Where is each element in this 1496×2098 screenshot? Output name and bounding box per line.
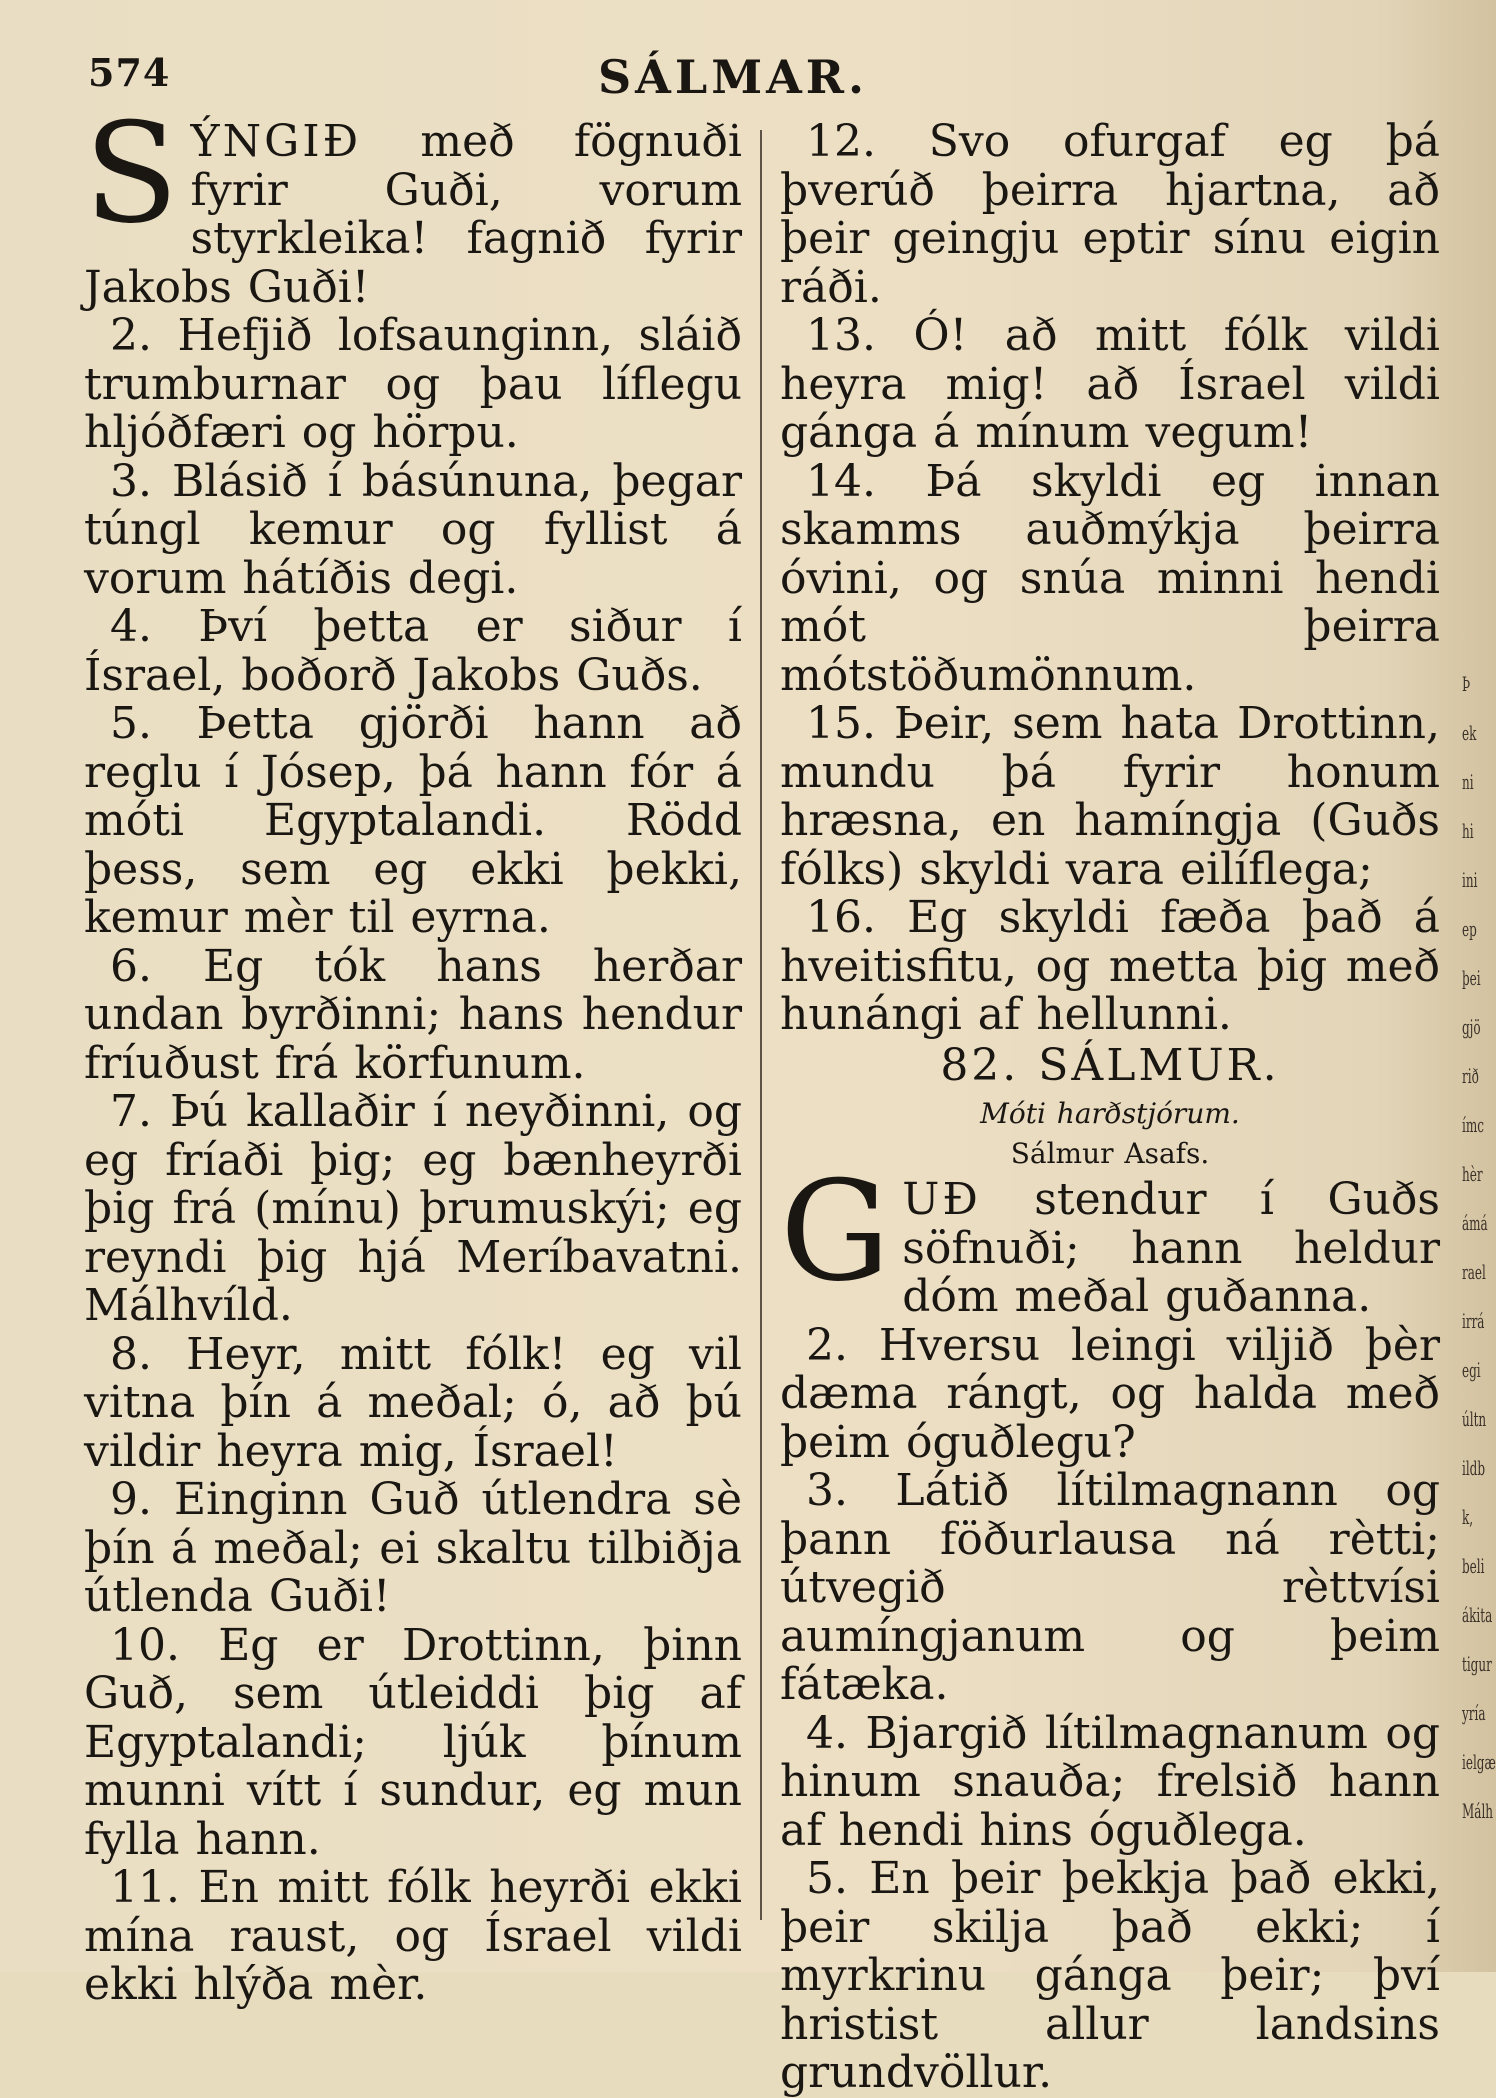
verse: 2. Hversu leingi viljið þèr dæma rángt, og halda með þeim óguðlegu? (780, 1319, 1440, 1468)
bleed-fragment: ielgæ (1462, 1750, 1496, 1774)
verse: 4. Því þetta er siður í Ísrael, boðorð Jakobs Guðs. (84, 601, 742, 701)
verse: 15. Þeir, sem hata Drottinn, mundu þá fyrir honum hræsna, en hamíngja (Guðs fólks) skyldi vara eilíflega; (780, 698, 1440, 895)
verse: 5. Þetta gjörði hann að reglu í Jósep, þá hann fór á móti Egyptalandi. Rödd þess, sem eg ekki þekki, kemur mèr til eyrna. (84, 698, 742, 943)
bleed-fragment: rið (1462, 1064, 1479, 1088)
psalm-subtitle: Móti harðstjórum. (980, 1097, 1240, 1130)
bleed-fragment: ímc (1462, 1113, 1484, 1137)
column-divider (760, 130, 762, 1920)
bleed-fragment: hèr (1462, 1162, 1483, 1186)
bleed-fragment: yría (1462, 1701, 1486, 1725)
page-number: 574 (88, 50, 171, 95)
verse: 9. Einginn Guð útlendra sè þín á meðal; ei skaltu tilbiðja útlenda Guði! (84, 1474, 742, 1622)
verse: 5. En þeir þekkja það ekki, þeir skilja það ekki; í myrkrinu gánga þeir; því hristist allur landsins grundvöllur. (780, 1853, 1440, 2098)
verse: 7. Þú kallaðir í neyðinni, og eg fríaði þig; eg bænheyrði þig frá (mínu) þrumuskýi; eg reyndi þig hjá Meríbavatni. Málhvíld. (84, 1086, 742, 1331)
opening-verse-psalm-81 (84, 93, 742, 313)
bleed-fragment: ini (1462, 868, 1478, 892)
bleed-fragment: egi (1462, 1358, 1481, 1382)
bleed-fragment: rael (1462, 1260, 1486, 1284)
bleed-fragment: ákita (1462, 1603, 1493, 1627)
verse: 11. En mitt fólk heyrði ekki mína raust, og Ísrael vildi ekki hlýða mèr. (84, 1862, 742, 2010)
verse: 6. Eg tók hans herðar undan byrðinni; hans hendur fríuðust frá körfunum. (84, 940, 742, 1089)
bleed-fragment: ni (1462, 770, 1474, 794)
psalm-heading: 82. SÁLMUR. (940, 1039, 1280, 1091)
verse: 8. Heyr, mitt fólk! eg vil vitna þín á meðal; ó, að þú vildir heyra mig, Ísrael! (84, 1328, 742, 1477)
verse: 10. Eg er Drottinn, þinn Guð, sem útleiddi þig af Egyptalandi; ljúk þínum munni vítt í sundur, eg mun fylla hann. (84, 1619, 742, 1865)
bleed-fragment: k, (1462, 1505, 1474, 1529)
bleed-fragment: últn (1462, 1407, 1487, 1431)
page-header (88, 50, 1378, 110)
bleed-fragment: tigur (1462, 1652, 1492, 1676)
verse: 14. Þá skyldi eg innan skamms auðmýkja þeirra óvini, og snúa minni hendi mót þeirra mótstöðumönnum. (780, 455, 1440, 701)
right-column (780, 118, 1440, 2098)
verse: 2. Hefjið lofsaunginn, sláið trumburnar og þau líflegu hljóðfæri og hörpu. (84, 310, 742, 458)
running-title: SÁLMAR. (597, 50, 869, 104)
bleed-fragment: irrá (1462, 1309, 1485, 1333)
verse: 4. Bjargið lítilmagnanum og hinum snauða; frelsið hann af hendi hins óguðlega. (780, 1707, 1440, 1856)
bleed-fragment: hi (1462, 819, 1474, 843)
drop-cap: G (780, 1151, 891, 1312)
bleed-fragment: þei (1462, 966, 1481, 990)
verse: 3. Látið lítilmagnann og þann föðurlausa ná rètti; útvegið rèttvísi aumíngjanum og þeim fátæka. (780, 1465, 1440, 1710)
bleed-fragment: gjö (1462, 1015, 1481, 1039)
bleed-fragment: beli (1462, 1554, 1485, 1578)
bleed-fragment: Þ (1462, 672, 1471, 696)
drop-cap: S (84, 93, 179, 254)
verse: 16. Eg skyldi fæða það á hveitisfitu, og metta þig með hunángi af hellunni. (780, 892, 1440, 1040)
left-column (84, 93, 742, 2010)
verse-text: með fögnuði fyrir Guði, vorum styrkleika! fagnið fyrir Jakobs Guði! (84, 116, 742, 313)
facing-page-edge (1462, 660, 1496, 1950)
psalm-attribution: Sálmur Asafs. (1010, 1137, 1210, 1170)
small-caps-word: UÐ (902, 1174, 981, 1225)
verse-text: stendur í Guðs söfnuði; hann heldur dóm meðal guðanna. (902, 1174, 1440, 1322)
bleed-fragment: ámá (1462, 1211, 1488, 1235)
small-caps-word: ÝNGIÐ (190, 116, 362, 167)
bleed-fragment: Málh (1462, 1799, 1494, 1823)
bleed-fragment: ep (1462, 917, 1477, 941)
verse: 12. Svo ofurgaf eg þá þverúð þeirra hjartna, að þeir geingju eptir sínu eigin ráði. (780, 116, 1440, 313)
bleed-fragment: ek (1462, 721, 1477, 745)
verse: 13. Ó! að mitt fólk vildi heyra mig! að Ísrael vildi gánga á mínum vegum! (780, 310, 1440, 458)
verse: 3. Blásið í básúnuna, þegar túngl kemur og fyllist á vorum hátíðis degi. (84, 455, 742, 604)
bleed-fragment: ildb (1462, 1456, 1486, 1480)
